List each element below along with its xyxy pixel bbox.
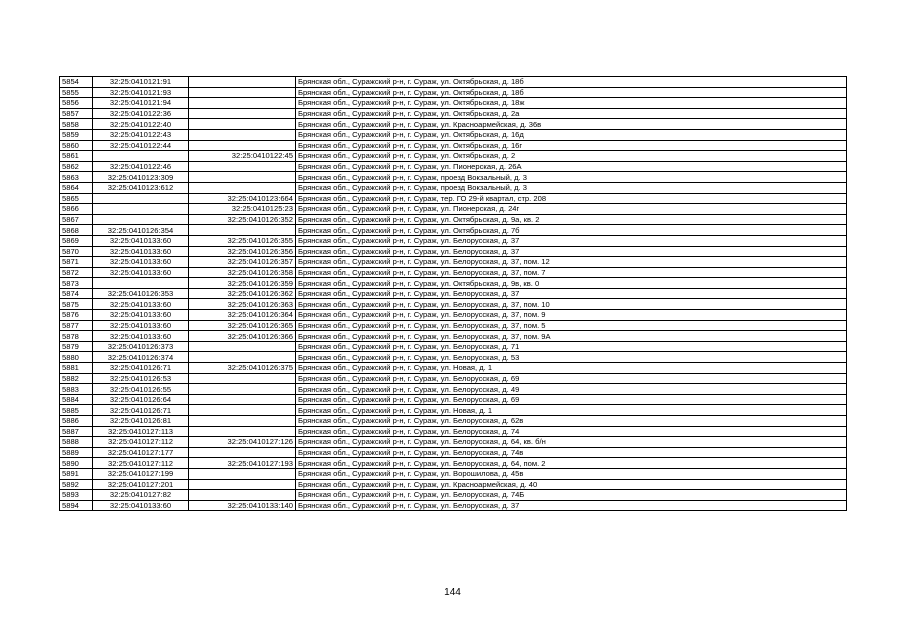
row-number: 5892 <box>60 479 93 490</box>
row-number: 5859 <box>60 129 93 140</box>
address: Брянская обл., Суражский р-н, г. Сураж, ул. Пионерская, д. 26А <box>296 161 847 172</box>
object-cadastral-number <box>189 161 296 172</box>
object-cadastral-number <box>189 479 296 490</box>
table-row <box>60 437 847 448</box>
table-row <box>60 119 847 130</box>
table-row <box>60 405 847 416</box>
table-row <box>60 458 847 469</box>
row-number: 5887 <box>60 426 93 437</box>
address: Брянская обл., Суражский р-н, г. Сураж, ул. Новая, д. 1 <box>296 405 847 416</box>
row-number: 5855 <box>60 87 93 98</box>
cadastral-number: 32:25:0410126:71 <box>93 405 189 416</box>
object-cadastral-number: 32:25:0410127:193 <box>189 458 296 469</box>
object-cadastral-number <box>189 447 296 458</box>
cadastral-number: 32:25:0410127:199 <box>93 468 189 479</box>
table-row <box>60 363 847 374</box>
table-row <box>60 87 847 98</box>
address: Брянская обл., Суражский р-н, г. Сураж, ул. Ворошилова, д. 45в <box>296 468 847 479</box>
object-cadastral-number <box>189 468 296 479</box>
table-row <box>60 310 847 321</box>
row-number: 5875 <box>60 299 93 310</box>
table-row <box>60 299 847 310</box>
table-row <box>60 193 847 204</box>
object-cadastral-number: 32:25:0410126:375 <box>189 363 296 374</box>
address: Брянская обл., Суражский р-н, г. Сураж, ул. Белорусская, д. 53 <box>296 352 847 363</box>
table-row <box>60 267 847 278</box>
cadastral-number: 32:25:0410127:112 <box>93 437 189 448</box>
row-number: 5862 <box>60 161 93 172</box>
row-number: 5874 <box>60 288 93 299</box>
row-number: 5867 <box>60 214 93 225</box>
table-row <box>60 108 847 119</box>
object-cadastral-number: 32:25:0410133:140 <box>189 500 296 511</box>
table-row <box>60 479 847 490</box>
table-row <box>60 235 847 246</box>
cadastral-number: 32:25:0410121:93 <box>93 87 189 98</box>
row-number: 5881 <box>60 363 93 374</box>
address: Брянская обл., Суражский р-н, г. Сураж, ул. Белорусская, д. 37, пом. 5 <box>296 320 847 331</box>
object-cadastral-number <box>189 352 296 363</box>
address: Брянская обл., Суражский р-н, г. Сураж, ул. Белорусская, д. 64, кв. б/н <box>296 437 847 448</box>
cadastral-number: 32:25:0410133:60 <box>93 235 189 246</box>
address: Брянская обл., Суражский р-н, г. Сураж, ул. Октябрьская, д. 9в, кв. 0 <box>296 278 847 289</box>
table-row <box>60 341 847 352</box>
table-row <box>60 288 847 299</box>
address: Брянская обл., Суражский р-н, г. Сураж, ул. Белорусская, д. 37 <box>296 246 847 257</box>
cadastral-number: 32:25:0410133:60 <box>93 257 189 268</box>
object-cadastral-number <box>189 416 296 427</box>
row-number: 5865 <box>60 193 93 204</box>
address: Брянская обл., Суражский р-н, г. Сураж, ул. Новая, д. 1 <box>296 363 847 374</box>
address: Брянская обл., Суражский р-н, г. Сураж, ул. Белорусская, д. 64, пом. 2 <box>296 458 847 469</box>
object-cadastral-number: 32:25:0410126:355 <box>189 235 296 246</box>
row-number: 5891 <box>60 468 93 479</box>
row-number: 5860 <box>60 140 93 151</box>
row-number: 5873 <box>60 278 93 289</box>
row-number: 5878 <box>60 331 93 342</box>
cadastral-number: 32:25:0410123:309 <box>93 172 189 183</box>
cadastral-number: 32:25:0410122:36 <box>93 108 189 119</box>
address: Брянская обл., Суражский р-н, г. Сураж, ул. Белорусская, д. 37, пом. 12 <box>296 257 847 268</box>
cadastral-number: 32:25:0410126:353 <box>93 288 189 299</box>
cadastral-number: 32:25:0410126:64 <box>93 394 189 405</box>
object-cadastral-number <box>189 384 296 395</box>
cadastral-number: 32:25:0410121:91 <box>93 77 189 88</box>
address: Брянская обл., Суражский р-н, г. Сураж, ул. Октябрьская, д. 2а <box>296 108 847 119</box>
cadastral-number: 32:25:0410121:94 <box>93 98 189 109</box>
cadastral-number: 32:25:0410133:60 <box>93 267 189 278</box>
cadastral-number: 32:25:0410126:55 <box>93 384 189 395</box>
object-cadastral-number <box>189 77 296 88</box>
address: Брянская обл., Суражский р-н, г. Сураж, ул. Октябрьская, д. 18б <box>296 77 847 88</box>
row-number: 5868 <box>60 225 93 236</box>
address: Брянская обл., Суражский р-н, г. Сураж, ул. Белорусская, д. 69 <box>296 373 847 384</box>
row-number: 5888 <box>60 437 93 448</box>
cadastral-number: 32:25:0410133:60 <box>93 299 189 310</box>
cadastral-number: 32:25:0410127:82 <box>93 490 189 501</box>
row-number: 5856 <box>60 98 93 109</box>
table-row <box>60 320 847 331</box>
table-row <box>60 172 847 183</box>
object-cadastral-number: 32:25:0410126:352 <box>189 214 296 225</box>
table-row <box>60 214 847 225</box>
cadastral-number: 32:25:0410127:201 <box>93 479 189 490</box>
object-cadastral-number <box>189 426 296 437</box>
cadastral-number <box>93 278 189 289</box>
table-row <box>60 182 847 193</box>
cadastral-number: 32:25:0410126:53 <box>93 373 189 384</box>
table-row <box>60 161 847 172</box>
row-number: 5857 <box>60 108 93 119</box>
object-cadastral-number <box>189 373 296 384</box>
table-row <box>60 416 847 427</box>
object-cadastral-number <box>189 341 296 352</box>
row-number: 5870 <box>60 246 93 257</box>
object-cadastral-number <box>189 129 296 140</box>
object-cadastral-number: 32:25:0410126:358 <box>189 267 296 278</box>
table-row <box>60 129 847 140</box>
cadastral-number: 32:25:0410122:44 <box>93 140 189 151</box>
object-cadastral-number <box>189 98 296 109</box>
address: Брянская обл., Суражский р-н, г. Сураж, ул. Белорусская, д. 49 <box>296 384 847 395</box>
address: Брянская обл., Суражский р-н, г. Сураж, ул. Белорусская, д. 37 <box>296 235 847 246</box>
row-number: 5894 <box>60 500 93 511</box>
table-row <box>60 384 847 395</box>
object-cadastral-number <box>189 225 296 236</box>
object-cadastral-number: 32:25:0410122:45 <box>189 151 296 162</box>
cadastral-number: 32:25:0410126:374 <box>93 352 189 363</box>
table-row <box>60 447 847 458</box>
address: Брянская обл., Суражский р-н, г. Сураж, проезд Вокзальный, д. 3 <box>296 172 847 183</box>
cadastral-number: 32:25:0410126:81 <box>93 416 189 427</box>
row-number: 5854 <box>60 77 93 88</box>
cadastral-number <box>93 151 189 162</box>
address: Брянская обл., Суражский р-н, г. Сураж, ул. Октябрьская, д. 18ж <box>296 98 847 109</box>
address: Брянская обл., Суражский р-н, г. Сураж, ул. Красноармейская, д. 40 <box>296 479 847 490</box>
row-number: 5877 <box>60 320 93 331</box>
row-number: 5864 <box>60 182 93 193</box>
object-cadastral-number <box>189 490 296 501</box>
table-row <box>60 331 847 342</box>
address: Брянская обл., Суражский р-н, г. Сураж, ул. Октябрьская, д. 7б <box>296 225 847 236</box>
table-row <box>60 373 847 384</box>
row-number: 5884 <box>60 394 93 405</box>
table-row <box>60 151 847 162</box>
address: Брянская обл., Суражский р-н, г. Сураж, проезд Вокзальный, д. 3 <box>296 182 847 193</box>
cadastral-number: 32:25:0410126:354 <box>93 225 189 236</box>
address: Брянская обл., Суражский р-н, г. Сураж, ул. Белорусская, д. 71 <box>296 341 847 352</box>
cadastral-number: 32:25:0410122:46 <box>93 161 189 172</box>
table-row <box>60 257 847 268</box>
address: Брянская обл., Суражский р-н, г. Сураж, ул. Октябрьская, д. 2 <box>296 151 847 162</box>
address: Брянская обл., Суражский р-н, г. Сураж, ул. Белорусская, д. 74в <box>296 447 847 458</box>
row-number: 5885 <box>60 405 93 416</box>
row-number: 5872 <box>60 267 93 278</box>
address: Брянская обл., Суражский р-н, г. Сураж, ул. Октябрьская, д. 18б <box>296 87 847 98</box>
row-number: 5882 <box>60 373 93 384</box>
address: Брянская обл., Суражский р-н, г. Сураж, ул. Белорусская, д. 69 <box>296 394 847 405</box>
address: Брянская обл., Суражский р-н, г. Сураж, ул. Белорусская, д. 74 <box>296 426 847 437</box>
row-number: 5871 <box>60 257 93 268</box>
object-cadastral-number: 32:25:0410123:664 <box>189 193 296 204</box>
row-number: 5880 <box>60 352 93 363</box>
table-row <box>60 140 847 151</box>
object-cadastral-number: 32:25:0410125:23 <box>189 204 296 215</box>
row-number: 5861 <box>60 151 93 162</box>
row-number: 5866 <box>60 204 93 215</box>
cadastral-number <box>93 193 189 204</box>
row-number: 5863 <box>60 172 93 183</box>
object-cadastral-number <box>189 108 296 119</box>
address: Брянская обл., Суражский р-н, г. Сураж, ул. Белорусская, д. 37, пом. 7 <box>296 267 847 278</box>
object-cadastral-number: 32:25:0410126:359 <box>189 278 296 289</box>
cadastral-number: 32:25:0410126:373 <box>93 341 189 352</box>
address: Брянская обл., Суражский р-н, г. Сураж, ул. Белорусская, д. 74Б <box>296 490 847 501</box>
address: Брянская обл., Суражский р-н, г. Сураж, тер. ГО 29-й квартал, стр. 208 <box>296 193 847 204</box>
address: Брянская обл., Суражский р-н, г. Сураж, ул. Октябрьская, д. 9а, кв. 2 <box>296 214 847 225</box>
address: Брянская обл., Суражский р-н, г. Сураж, ул. Белорусская, д. 62в <box>296 416 847 427</box>
object-cadastral-number <box>189 119 296 130</box>
cadastral-number: 32:25:0410133:60 <box>93 500 189 511</box>
cadastral-number: 32:25:0410133:60 <box>93 331 189 342</box>
cadastral-number: 32:25:0410126:71 <box>93 363 189 374</box>
address: Брянская обл., Суражский р-н, г. Сураж, ул. Белорусская, д. 37 <box>296 288 847 299</box>
table-row <box>60 352 847 363</box>
row-number: 5883 <box>60 384 93 395</box>
page-number: 144 <box>444 587 461 598</box>
address: Брянская обл., Суражский р-н, г. Сураж, ул. Октябрьская, д. 16д <box>296 129 847 140</box>
object-cadastral-number <box>189 87 296 98</box>
object-cadastral-number: 32:25:0410126:362 <box>189 288 296 299</box>
object-cadastral-number: 32:25:0410127:126 <box>189 437 296 448</box>
table-row <box>60 468 847 479</box>
row-number: 5893 <box>60 490 93 501</box>
table-row <box>60 426 847 437</box>
object-cadastral-number: 32:25:0410126:356 <box>189 246 296 257</box>
cadastral-number <box>93 204 189 215</box>
table-row <box>60 77 847 88</box>
object-cadastral-number <box>189 182 296 193</box>
row-number: 5890 <box>60 458 93 469</box>
address: Брянская обл., Суражский р-н, г. Сураж, ул. Белорусская, д. 37, пом. 10 <box>296 299 847 310</box>
object-cadastral-number <box>189 172 296 183</box>
registry-table <box>59 76 847 511</box>
table-row <box>60 490 847 501</box>
cadastral-number: 32:25:0410123:612 <box>93 182 189 193</box>
object-cadastral-number: 32:25:0410126:366 <box>189 331 296 342</box>
address: Брянская обл., Суражский р-н, г. Сураж, ул. Октябрьская, д. 16г <box>296 140 847 151</box>
row-number: 5869 <box>60 235 93 246</box>
cadastral-number: 32:25:0410122:40 <box>93 119 189 130</box>
row-number: 5879 <box>60 341 93 352</box>
object-cadastral-number: 32:25:0410126:357 <box>189 257 296 268</box>
cadastral-number: 32:25:0410122:43 <box>93 129 189 140</box>
object-cadastral-number: 32:25:0410126:365 <box>189 320 296 331</box>
object-cadastral-number <box>189 405 296 416</box>
row-number: 5876 <box>60 310 93 321</box>
address: Брянская обл., Суражский р-н, г. Сураж, ул. Белорусская, д. 37 <box>296 500 847 511</box>
address: Брянская обл., Суражский р-н, г. Сураж, ул. Белорусская, д. 37, пом. 9А <box>296 331 847 342</box>
row-number: 5858 <box>60 119 93 130</box>
cadastral-number: 32:25:0410127:113 <box>93 426 189 437</box>
table-row <box>60 225 847 236</box>
object-cadastral-number: 32:25:0410126:363 <box>189 299 296 310</box>
table-row <box>60 278 847 289</box>
cadastral-number <box>93 214 189 225</box>
row-number: 5886 <box>60 416 93 427</box>
object-cadastral-number <box>189 394 296 405</box>
address: Брянская обл., Суражский р-н, г. Сураж, ул. Пионерская, д. 24г <box>296 204 847 215</box>
registry-table-body <box>60 77 847 511</box>
cadastral-number: 32:25:0410127:112 <box>93 458 189 469</box>
row-number: 5889 <box>60 447 93 458</box>
object-cadastral-number <box>189 140 296 151</box>
cadastral-number: 32:25:0410133:60 <box>93 310 189 321</box>
cadastral-number: 32:25:0410133:60 <box>93 246 189 257</box>
object-cadastral-number: 32:25:0410126:364 <box>189 310 296 321</box>
table-row <box>60 394 847 405</box>
table-row <box>60 246 847 257</box>
address: Брянская обл., Суражский р-н, г. Сураж, ул. Красноармейская, д. 36в <box>296 119 847 130</box>
table-row <box>60 204 847 215</box>
table-row <box>60 98 847 109</box>
cadastral-number: 32:25:0410133:60 <box>93 320 189 331</box>
address: Брянская обл., Суражский р-н, г. Сураж, ул. Белорусская, д. 37, пом. 9 <box>296 310 847 321</box>
table-row <box>60 500 847 511</box>
cadastral-number: 32:25:0410127:177 <box>93 447 189 458</box>
